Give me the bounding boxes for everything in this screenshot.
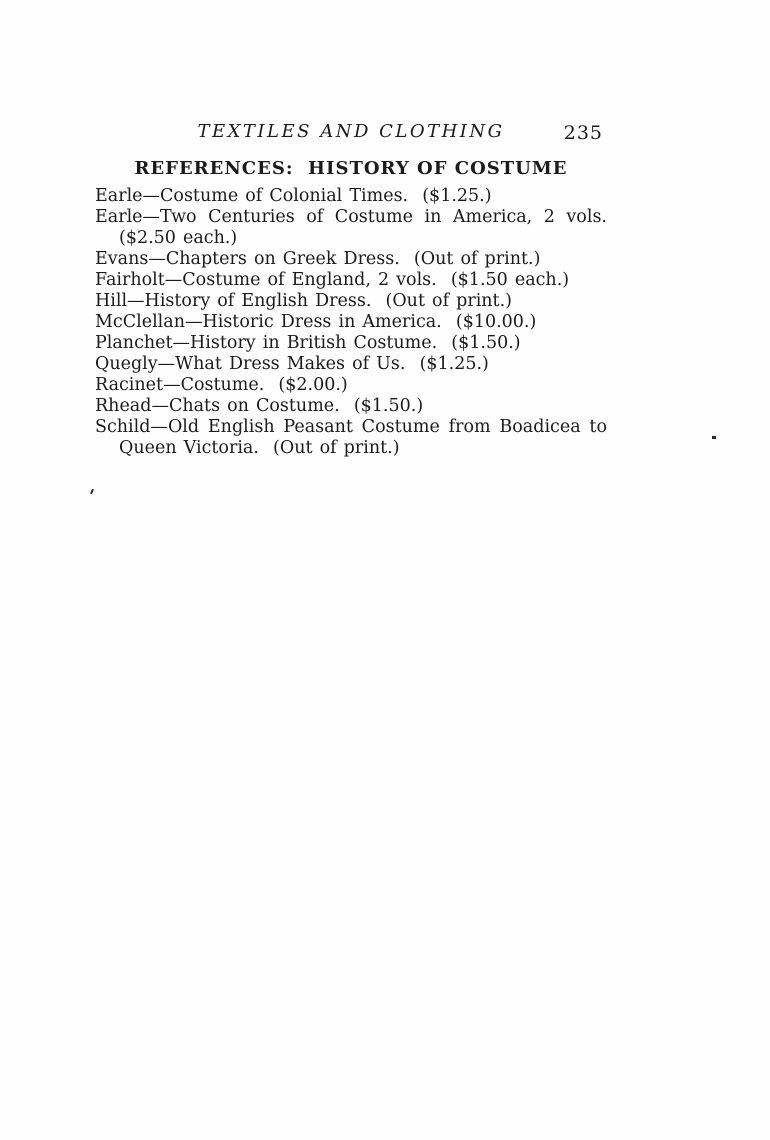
reference-line: McClellan—Historic Dress in America. ($10.00.) <box>95 312 537 332</box>
reference-line-continuation: ($2.50 each.) <box>119 228 238 248</box>
reference-list <box>95 186 607 459</box>
reference-line: Earle—Two Centuries of Costume in America, 2 vols. <box>95 207 607 227</box>
reference-line: Earle—Costume of Colonial Times. ($1.25.) <box>95 186 492 206</box>
reference-line: Quegly—What Dress Makes of Us. ($1.25.) <box>95 354 489 374</box>
running-head <box>95 121 607 143</box>
reference-line: Rhead—Chats on Costume. ($1.50.) <box>95 396 424 416</box>
section-heading: REFERENCES: HISTORY OF COSTUME <box>134 158 568 179</box>
reference-line: Evans—Chapters on Greek Dress. (Out of print.) <box>95 249 541 269</box>
running-head-title: TEXTILES AND CLOTHING <box>197 121 505 142</box>
reference-line: Planchet—History in British Costume. ($1.50.) <box>95 333 521 353</box>
reference-line: Hill—History of English Dress. (Out of print.) <box>95 291 512 311</box>
reference-line: Schild—Old English Peasant Costume from Boadicea to <box>95 417 607 437</box>
scan-speck <box>712 436 716 439</box>
reference-line-continuation: Queen Victoria. (Out of print.) <box>119 438 400 458</box>
reference-line: Racinet—Costume. ($2.00.) <box>95 375 348 395</box>
page-number: 235 <box>563 122 603 144</box>
scan-speck <box>90 489 94 494</box>
reference-line: Fairholt—Costume of England, 2 vols. ($1.50 each.) <box>95 270 570 290</box>
